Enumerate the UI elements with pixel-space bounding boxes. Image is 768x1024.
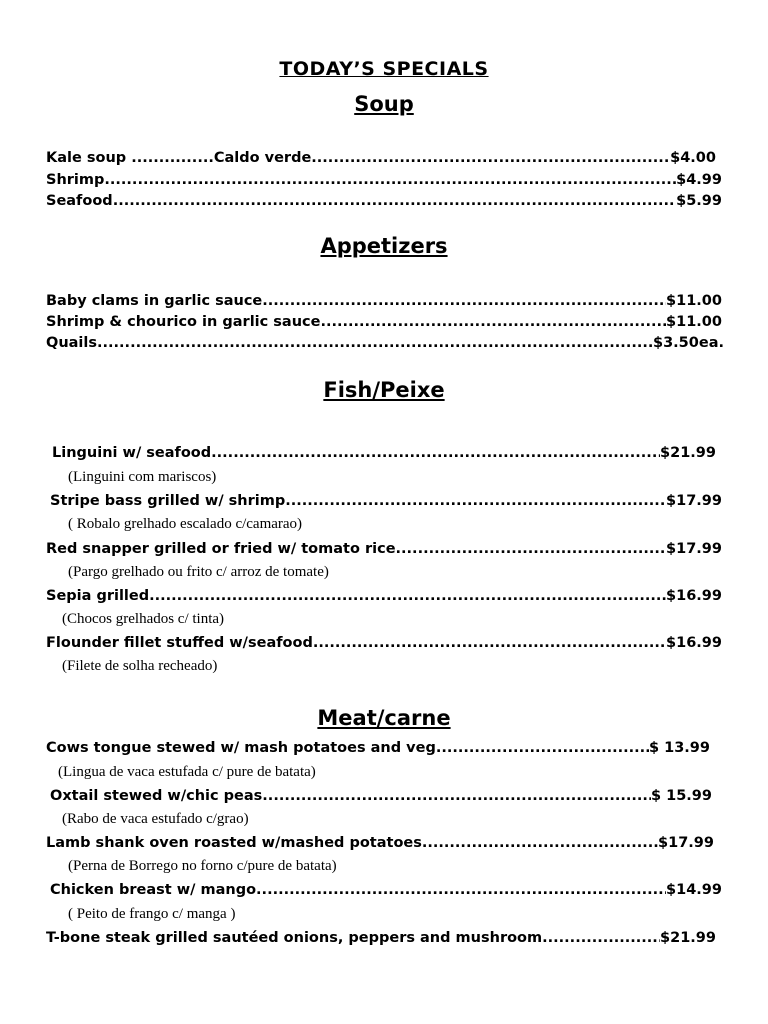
item-price: $4.99 (676, 172, 722, 188)
item-translation: ( Peito de frango c/ manga ) (68, 906, 236, 922)
item-price: $5.99 (676, 193, 722, 209)
menu-item (52, 445, 716, 465)
menu-title: TODAY’S SPECIALS (279, 58, 489, 80)
item-price: $ 13.99 (648, 740, 710, 756)
leader-dots (149, 588, 666, 604)
menu-item (46, 835, 714, 855)
item-name: Oxtail stewed w/chic peas (50, 788, 263, 804)
leader-dots (104, 172, 676, 188)
leader-dots (211, 445, 660, 461)
item-price: $16.99 (666, 635, 722, 651)
item-translation: (Perna de Borrego no forno c/pure de batata) (68, 858, 337, 874)
item-translation: ( Robalo grelhado escalado c/camarao) (68, 516, 303, 532)
menu-item (46, 740, 710, 760)
item-name: Lamb shank oven roasted w/mashed potatoes (46, 835, 422, 851)
leader-dots (436, 740, 649, 756)
section-title-meat: Meat/carne (317, 706, 451, 730)
item-price: $17.99 (666, 493, 722, 509)
item-name: Sepia grilled (46, 588, 150, 604)
leader-dots (320, 314, 666, 330)
item-name: Cows tongue stewed w/ mash potatoes and veg (46, 740, 436, 756)
item-price: $21.99 (660, 445, 716, 461)
menu-item (50, 788, 712, 808)
leader-dots (542, 930, 660, 946)
item-price: $3.50ea. (653, 335, 724, 351)
menu-item (46, 930, 716, 950)
item-name: Shrimp & chourico in garlic sauce (46, 314, 321, 330)
item-price: $ 15.99 (650, 788, 712, 804)
leader-dots (422, 835, 658, 851)
leader-dots (313, 635, 666, 651)
item-translation: (Pargo grelhado ou frito c/ arroz de tomate) (68, 564, 329, 580)
menu-item (50, 493, 722, 513)
item-translation: (Chocos grelhados c/ tinta) (62, 611, 225, 627)
menu-item (46, 335, 724, 355)
item-name: Stripe bass grilled w/ shrimp (50, 493, 286, 509)
menu-item (46, 172, 722, 192)
item-name: Linguini w/ seafood (52, 445, 212, 461)
menu-item (46, 314, 722, 334)
leader-dots (262, 293, 666, 309)
item-name: Baby clams in garlic sauce (46, 293, 263, 309)
item-price: $4.00 (670, 150, 716, 166)
item-translation: (Filete de solha recheado) (62, 658, 218, 674)
leader-dots (113, 193, 676, 209)
leader-dots (256, 882, 666, 898)
item-price: $11.00 (666, 293, 722, 309)
leader-dots (262, 788, 651, 804)
item-price: $11.00 (666, 314, 722, 330)
item-price: $14.99 (666, 882, 722, 898)
leader-dots (311, 150, 670, 166)
item-name: Flounder fillet stuffed w/seafood (46, 635, 313, 651)
item-translation: (Linguini com mariscos) (68, 469, 217, 485)
menu-item (50, 882, 722, 902)
item-name: Seafood (46, 193, 113, 209)
section-title-fish: Fish/Peixe (323, 378, 445, 402)
menu-item (46, 588, 722, 608)
leader-dots (396, 541, 667, 557)
leader-dots (285, 493, 666, 509)
item-price: $17.99 (658, 835, 714, 851)
leader-dots (97, 335, 653, 351)
item-name: Kale soup ...............Caldo verde (46, 150, 312, 166)
menu-item (46, 293, 722, 313)
item-name: T-bone steak grilled sautéed onions, peppers and mushroom (46, 930, 543, 946)
item-price: $21.99 (660, 930, 716, 946)
item-translation: (Lingua de vaca estufada c/ pure de batata) (58, 764, 316, 780)
item-name: Chicken breast w/ mango (50, 882, 257, 898)
menu-item (46, 150, 716, 170)
menu-item (46, 193, 722, 213)
section-title-appetizers: Appetizers (320, 234, 448, 258)
item-translation: (Rabo de vaca estufado c/grao) (62, 811, 249, 827)
menu-item (46, 541, 722, 561)
item-price: $16.99 (666, 588, 722, 604)
item-name: Shrimp (46, 172, 105, 188)
item-name: Red snapper grilled or fried w/ tomato rice (46, 541, 396, 557)
item-name: Quails (46, 335, 98, 351)
menu-item (46, 635, 722, 655)
item-price: $17.99 (666, 541, 722, 557)
section-title-soup: Soup (354, 92, 414, 116)
